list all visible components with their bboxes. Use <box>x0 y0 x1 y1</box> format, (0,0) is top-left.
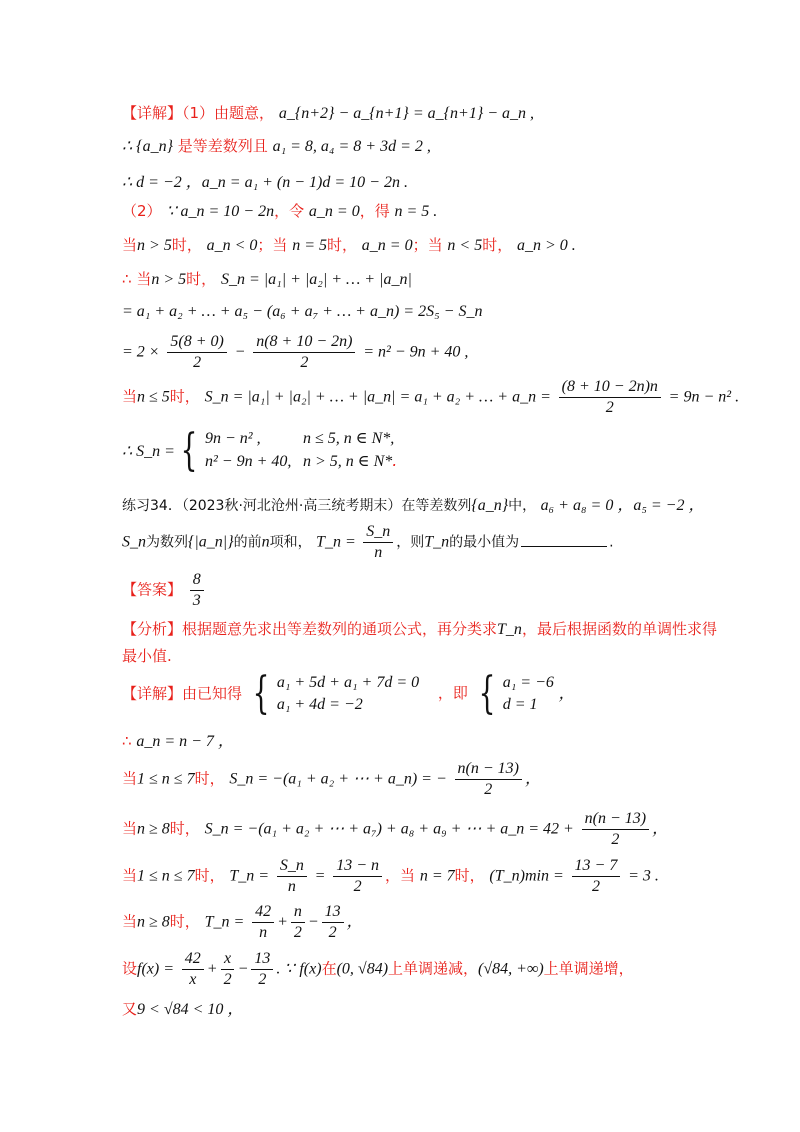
expr: S_n = |a₁| + |a₂| + … + |a_n| = a₁ + a₂ + … + a_n = <box>204 388 551 406</box>
numerator: 5(8 + 0) <box>167 333 226 353</box>
expr: T_n <box>497 621 522 638</box>
expr: ∴ S_n = <box>122 442 175 460</box>
expr: a_n < 0 <box>206 237 258 254</box>
denominator: n <box>259 924 268 941</box>
numerator: n(n − 13) <box>455 760 522 780</box>
fraction <box>182 950 204 989</box>
expr: ， <box>524 770 541 788</box>
cases <box>205 428 397 474</box>
numerator: 42 <box>252 903 274 923</box>
text: 为数列 <box>146 534 188 551</box>
expr: n ≥ 8 <box>137 820 170 838</box>
answer-blank <box>521 532 607 547</box>
exercise-text: 练习34．（2023秋·河北沧州·高三统考期末）在等差数列 <box>122 498 472 514</box>
analysis-line-1 <box>122 618 717 639</box>
condition-eq: a₆ + a₈ = 0 ，a₅ = −2 ， <box>540 497 705 514</box>
expr: − <box>307 913 319 931</box>
sn-split-eq: = a₁ + a₂ + … + a₅ − (a₆ + a₇ + … + a_n) = 2S₅ − S_n <box>122 303 483 320</box>
fraction <box>363 523 393 562</box>
detail-intro: （1）由题意， <box>182 104 275 122</box>
expr: a₁ + 4d = −2 <box>276 696 363 714</box>
fraction <box>167 333 226 372</box>
detail-line-4 <box>122 200 437 221</box>
text: 当 <box>122 866 138 885</box>
text: 时， <box>169 912 200 931</box>
numerator: 13 − 7 <box>572 857 621 877</box>
expr: n = 7 <box>419 867 455 885</box>
fraction <box>252 903 274 942</box>
fraction <box>253 333 355 372</box>
numerator: (8 + 10 − 2n)n <box>559 378 661 398</box>
an-formula: ∵ a_n = 10 − 2n <box>166 203 275 220</box>
text: 的最小值为 <box>449 534 520 551</box>
answer-fraction <box>190 571 204 610</box>
expr: ， <box>652 820 669 838</box>
seq-symbol: {a_n} <box>471 497 509 514</box>
fraction <box>277 857 307 896</box>
cases <box>277 672 419 717</box>
fraction <box>572 857 621 896</box>
text: 项和， <box>269 534 312 551</box>
expr: T_n = <box>229 867 270 885</box>
expr: n ≥ 8 <box>137 913 170 931</box>
detail-tag: 【详解】 <box>122 104 183 122</box>
denominator: 2 <box>353 878 362 895</box>
expr: (0, √84) <box>336 960 389 978</box>
expr: = 9n − n² . <box>668 388 740 406</box>
case-row <box>205 428 397 450</box>
text: ；当 <box>257 236 288 254</box>
text: 当 <box>122 819 138 838</box>
detail2-line-3 <box>122 760 541 799</box>
denominator: 2 <box>293 924 302 941</box>
denominator: 2 <box>193 354 202 371</box>
expr: n² − 9n + 40, <box>204 453 292 471</box>
fraction <box>251 950 273 989</box>
denominator: 2 <box>484 781 493 798</box>
expr: = 3 . <box>628 867 659 885</box>
therefore-symbol: ∴ <box>122 732 132 750</box>
numerator: 42 <box>182 950 204 970</box>
text: ；当 <box>412 236 443 254</box>
expr: T_n = <box>316 533 356 551</box>
numerator: 13 <box>251 950 273 970</box>
denominator: 2 <box>611 831 620 848</box>
detail-line-10 <box>122 424 398 476</box>
fraction <box>221 950 235 989</box>
arith-text: 是等差数列且 <box>177 137 268 155</box>
expr: ， <box>558 685 575 703</box>
numerator: S_n <box>363 523 393 543</box>
text: ，则 <box>396 534 425 551</box>
detail-line-8 <box>122 333 468 372</box>
expr: ， <box>346 913 363 931</box>
numerator: 8 <box>190 571 204 591</box>
detail2-line-6 <box>122 903 363 942</box>
numerator: 13 <box>322 903 344 923</box>
text: 时， <box>169 819 200 838</box>
denominator: 2 <box>300 354 309 371</box>
detail2-line-2 <box>122 728 234 751</box>
part-2-label: （2） <box>122 202 162 220</box>
expr: n ≤ 5, n ∈ N*, <box>302 430 395 447</box>
numerator: S_n <box>277 857 307 877</box>
detail-line-1 <box>122 102 534 123</box>
denominator: 2 <box>328 924 337 941</box>
sn-abs-sum: S_n = |a₁| + |a₂| + … + |a_n| <box>220 271 412 288</box>
expr: a_n = 0 <box>361 237 413 254</box>
text: 时， <box>327 236 358 254</box>
expr: a₁ = −6 <box>502 674 554 691</box>
text: 中， <box>508 498 537 514</box>
expr: T_n = <box>204 913 245 931</box>
expr: 1 ≤ n ≤ 7 <box>137 770 195 788</box>
left-brace-icon: { <box>478 668 496 720</box>
cases <box>503 672 554 717</box>
denominator: 2 <box>591 878 600 895</box>
expr: S_n <box>122 533 146 551</box>
expr: n > 5 <box>137 237 172 254</box>
text: 时， <box>171 236 202 254</box>
expr: n <box>261 533 270 551</box>
text: 当 <box>122 912 138 931</box>
text: 当 <box>136 270 152 288</box>
text: 根据题意先求出等差数列的通项公式，再分类求 <box>182 620 498 638</box>
get-text: ，得 <box>359 202 390 220</box>
text: 又 <box>122 1000 138 1018</box>
d-an-eq: ∴ d = −2 ，a_n = a₁ + (n − 1)d = 10 − 2n . <box>122 174 408 191</box>
denominator: 2 <box>258 971 267 988</box>
expr: f(x) <box>299 960 322 978</box>
expr: (T_n)min = <box>489 867 564 885</box>
detail-line-5 <box>122 234 576 255</box>
text: . <box>609 534 614 551</box>
expr: − <box>234 343 246 361</box>
detail2-line-5 <box>122 857 659 896</box>
text: 的前 <box>233 534 262 551</box>
expr: n > 5 <box>151 271 187 288</box>
expr: 1 ≤ n ≤ 7 <box>137 867 195 885</box>
expr: {|a_n|} <box>188 533 234 551</box>
expr: 9n − n² , <box>204 430 261 447</box>
recurrence-eq: a_{n+2} − a_{n+1} = a_{n+1} − a_n , <box>278 105 535 122</box>
numerator: n(8 + 10 − 2n) <box>253 333 355 353</box>
text: 时， <box>482 236 513 254</box>
expr: a₁ + 5d + a₁ + 7d = 0 <box>276 674 420 691</box>
fraction <box>322 903 344 942</box>
exercise-line-2 <box>122 523 614 562</box>
expr: f(x) = <box>137 960 175 978</box>
denominator: n <box>287 878 296 895</box>
piecewise-sn <box>122 424 398 476</box>
let-text: ，令 <box>274 202 305 220</box>
text: 上单调递增， <box>543 959 634 978</box>
detail-line-6 <box>122 268 412 289</box>
expr: = <box>314 867 326 885</box>
left-brace-icon: { <box>180 424 198 476</box>
detail2-line-8 <box>122 996 243 1019</box>
expr: n = 5 <box>292 237 327 254</box>
expr: S_n = −(a₁ + a₂ + ⋯ + a₇) + a₈ + a₉ + ⋯ + a_n = 42 + <box>204 820 574 838</box>
expr: n > 5, n ∈ N* <box>302 453 393 471</box>
text: ，当 <box>385 866 416 885</box>
text: 当 <box>122 236 138 254</box>
text: 上单调递减， <box>388 959 479 978</box>
text: 时， <box>169 387 200 406</box>
text: 当 <box>122 387 138 406</box>
system-1 <box>247 668 420 720</box>
denominator: 2 <box>605 399 614 416</box>
text: 时， <box>194 866 225 885</box>
text: 设 <box>122 959 138 978</box>
expr: = n² − 9n + 40 , <box>363 343 469 361</box>
detail-tag: 【详解】 <box>122 684 183 703</box>
a1-a4-eq: a₁ = 8, a₄ = 8 + 3d = 2 , <box>272 138 431 155</box>
therefore-symbol: ∴ <box>122 270 132 288</box>
numerator: n <box>291 903 305 923</box>
denominator: n <box>374 544 383 561</box>
expr: S_n = −(a₁ + a₂ + ⋯ + a_n) = − <box>229 770 447 788</box>
expr: (√84, +∞) <box>478 960 544 978</box>
answer-line <box>122 571 207 610</box>
detail-line-3 <box>122 169 408 192</box>
fraction <box>559 378 661 417</box>
expr: n ≤ 5 <box>137 388 170 406</box>
fraction <box>333 857 382 896</box>
fraction <box>291 903 305 942</box>
fraction <box>455 760 522 799</box>
detail2-line-7 <box>122 950 634 989</box>
text: 由已知得 <box>182 684 243 703</box>
text: 在 <box>321 959 337 978</box>
answer-tag: 【答案】 <box>122 580 183 599</box>
expr: + <box>206 960 218 978</box>
text: 时， <box>186 270 217 288</box>
denominator: 2 <box>223 971 232 988</box>
an-eq: a_n = n − 7 ， <box>136 733 234 750</box>
fraction <box>582 810 649 849</box>
denominator: x <box>189 971 197 988</box>
text: 时， <box>194 769 225 788</box>
text: ，最后根据函数的单调性求得 <box>521 620 717 638</box>
detail-line-2 <box>122 135 431 156</box>
n-equals-5: n = 5 . <box>394 203 438 220</box>
expr: n < 5 <box>447 237 483 254</box>
expr: = 2 × <box>122 343 160 361</box>
expr: T_n <box>424 533 450 551</box>
text: 时， <box>454 866 485 885</box>
text: 最小值. <box>122 647 172 665</box>
expr: 9 < √84 < 10 ， <box>137 1001 244 1018</box>
detail2-line-4 <box>122 810 668 849</box>
detail2-line-1 <box>122 668 575 720</box>
text: ，即 <box>437 684 468 703</box>
analysis-line-2 <box>122 645 172 666</box>
system-2 <box>473 668 554 720</box>
detail-line-9 <box>122 378 739 417</box>
case-row <box>205 450 397 473</box>
detail-line-7 <box>122 302 482 321</box>
expr: d = 1 <box>502 696 538 714</box>
numerator: n(n − 13) <box>582 810 649 830</box>
an-zero: a_n = 0 <box>308 203 360 220</box>
left-brace-icon: { <box>252 668 270 720</box>
expr: . ∵ <box>276 960 295 978</box>
period: . <box>392 451 398 471</box>
exercise-line-1 <box>122 492 704 515</box>
analysis-tag: 【分析】 <box>122 620 183 638</box>
numerator: x <box>221 950 234 970</box>
expr: a_n > 0 . <box>516 237 576 254</box>
expr: + <box>277 913 288 931</box>
expr: − <box>237 960 249 978</box>
text: 当 <box>122 769 138 788</box>
denominator: 3 <box>192 592 201 609</box>
numerator: 13 − n <box>333 857 382 877</box>
seq-symbol: ∴ {a_n} <box>122 138 173 155</box>
